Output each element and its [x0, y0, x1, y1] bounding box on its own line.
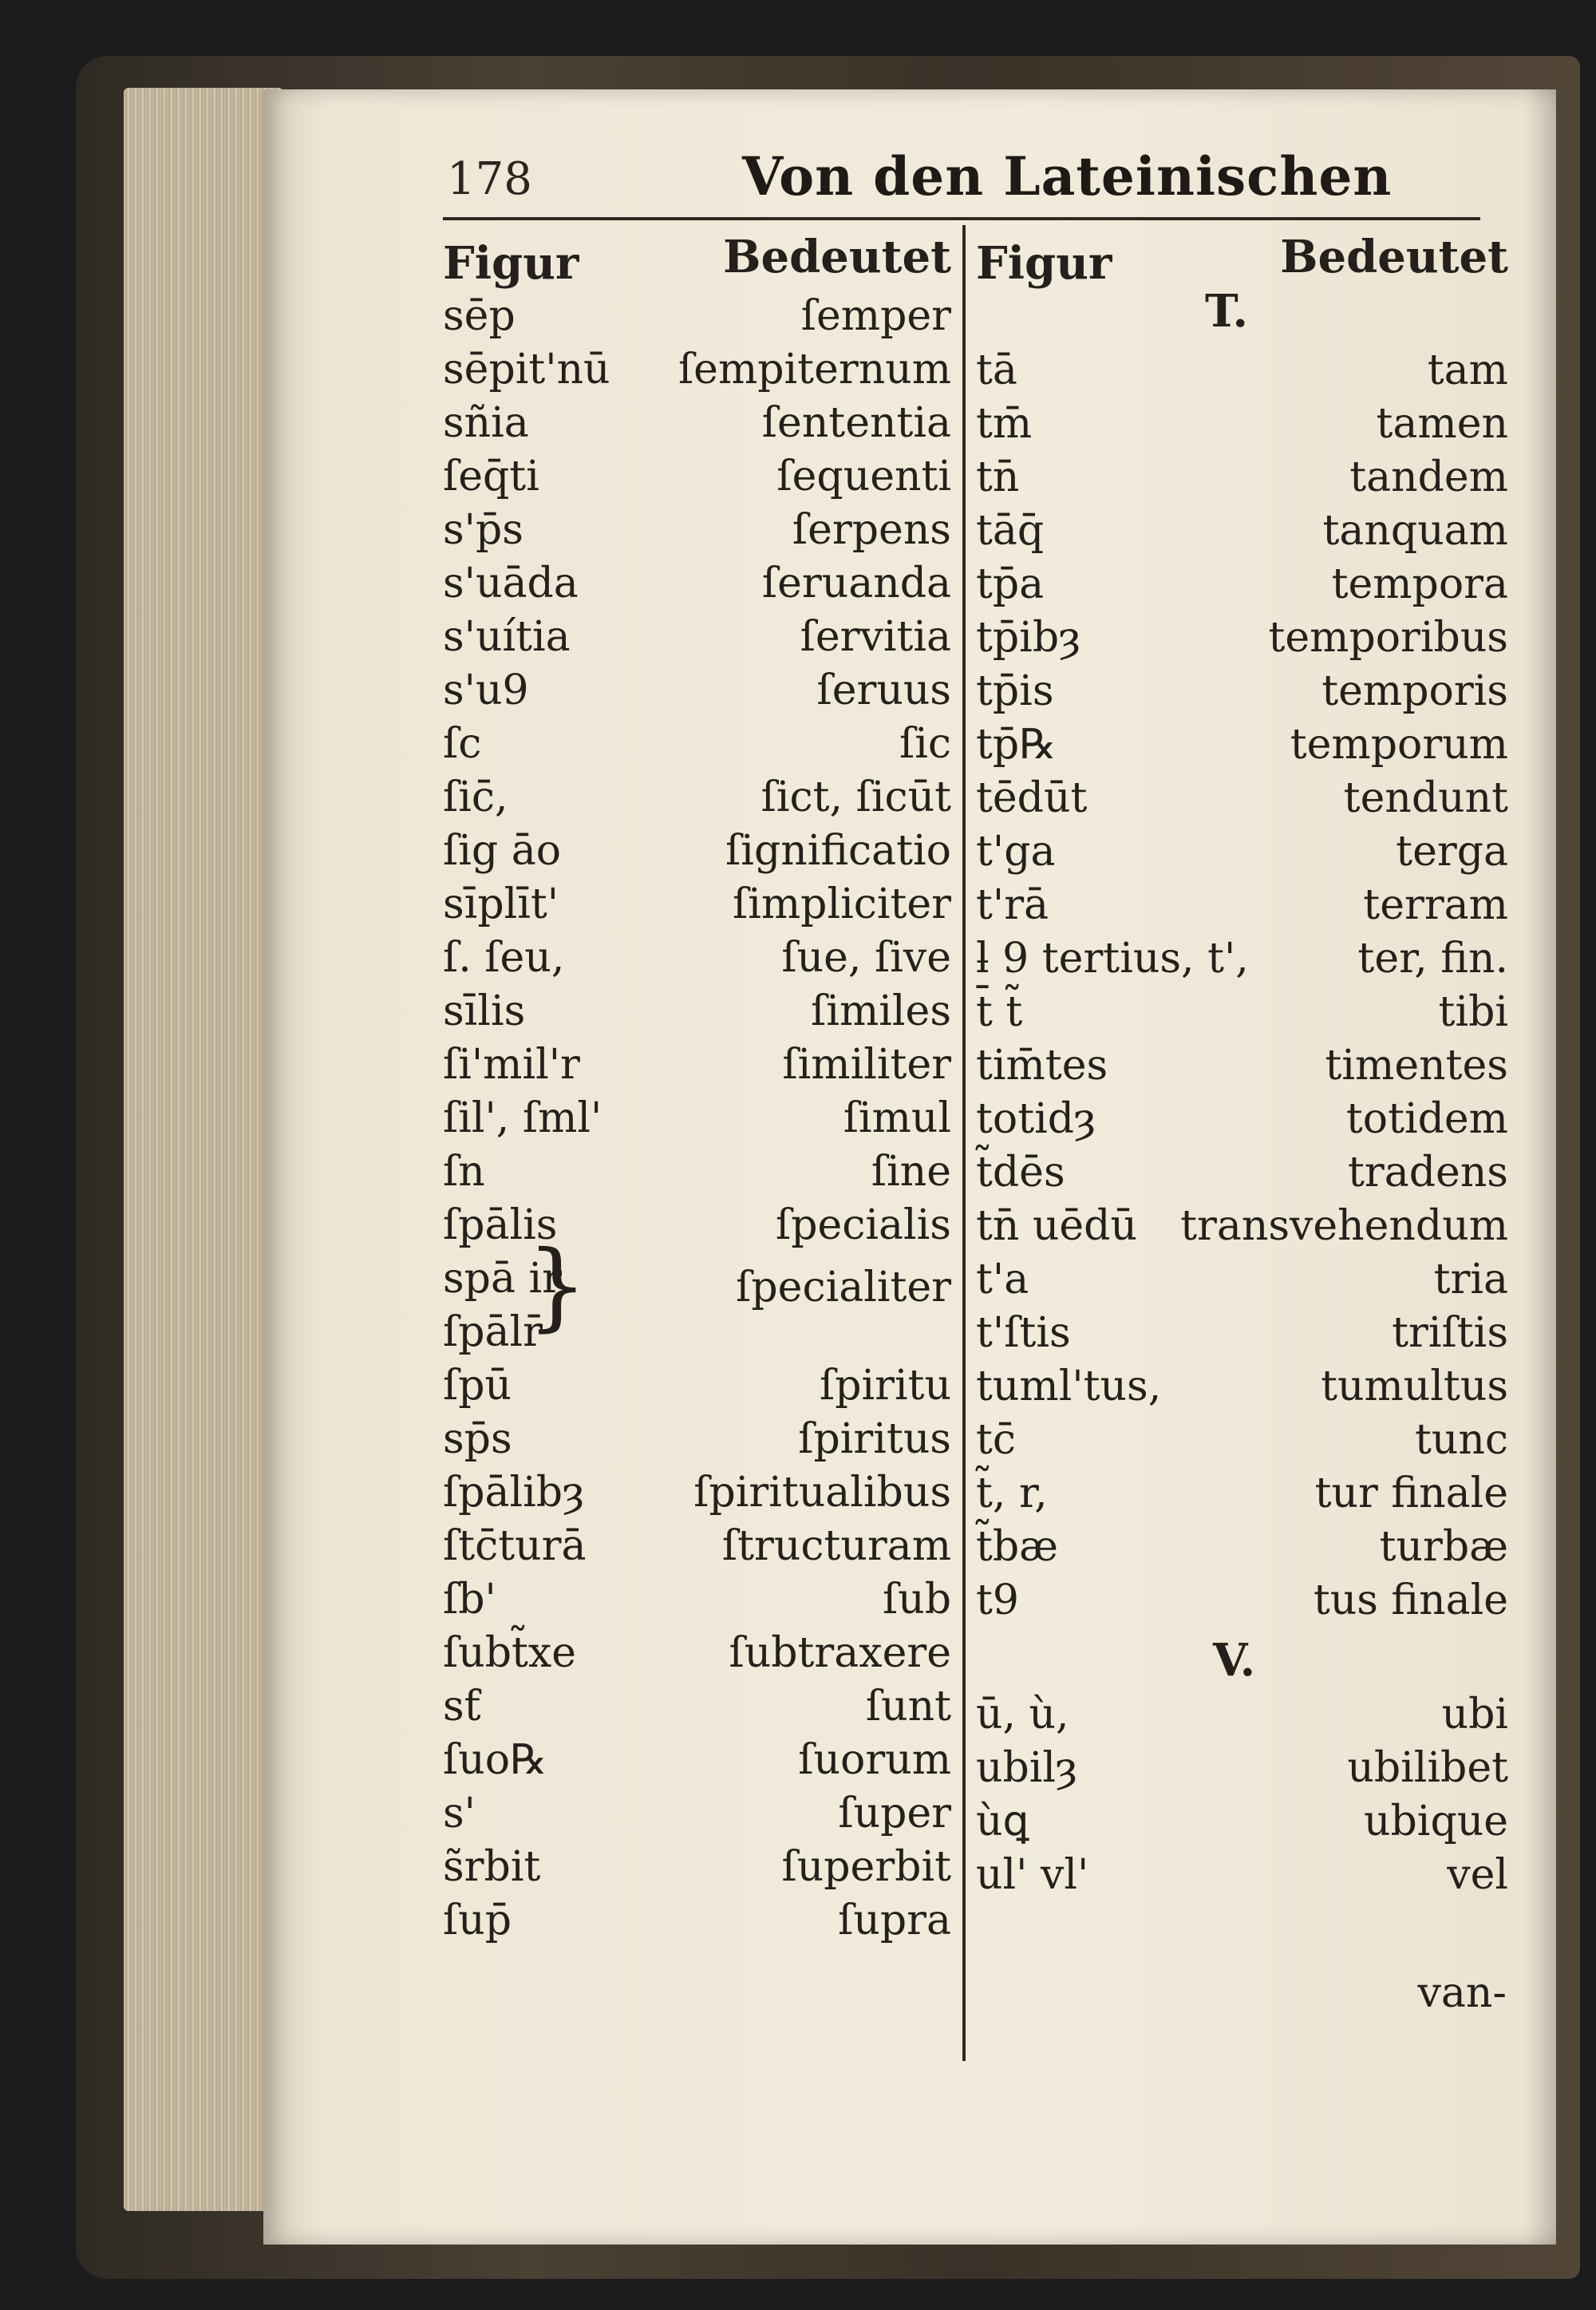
- left-meaning-entry: ſub: [882, 1576, 951, 1624]
- right-meaning-entry: transvehendum: [1180, 1202, 1508, 1250]
- left-meaning-entry: ſeruus: [816, 666, 951, 714]
- right-figure-entry: tc̄: [976, 1416, 1017, 1464]
- right-figure-header: Figur: [976, 237, 1112, 290]
- left-figure-entry: spā ir: [443, 1255, 562, 1303]
- right-figure-entry: t̃bæ: [976, 1523, 1059, 1571]
- left-meaning-entry: ſunt: [865, 1683, 951, 1731]
- right-figure-entry: t̄ t̃: [976, 988, 1023, 1036]
- left-figure-entry: ſuo℞: [443, 1736, 547, 1784]
- left-meaning-entry: ſequenti: [776, 453, 951, 500]
- gutter-shadow: [1524, 89, 1556, 2245]
- header-rule: [443, 217, 1480, 220]
- page-number: 178: [447, 153, 532, 205]
- left-meaning-entry: ſuorum: [798, 1736, 951, 1784]
- left-meaning-entry: ſubtraxere: [729, 1629, 951, 1677]
- right-meaning-entry: tradens: [1348, 1149, 1508, 1197]
- right-meaning-entry: triſtis: [1392, 1309, 1508, 1357]
- left-meaning-entry: ſervitia: [800, 613, 951, 661]
- left-figure-entry: ſeq̄ti: [443, 453, 539, 500]
- right-figure-entry: tuml'tus,: [976, 1363, 1162, 1410]
- left-meaning-entry: ſict, ſicūt: [760, 773, 951, 821]
- left-figure-entry: s'p̄s: [443, 506, 523, 554]
- left-figure-entry: ſn: [443, 1148, 485, 1196]
- right-meaning-entry: vel: [1447, 1851, 1508, 1899]
- left-meaning-entry: ſue, ſive: [781, 934, 951, 982]
- right-meaning-entry: tumultus: [1321, 1363, 1508, 1410]
- left-meaning-entry: ſimul: [843, 1094, 951, 1142]
- left-meaning-entry: ſeruanda: [761, 560, 951, 607]
- left-figure-entry: sīplīt': [443, 880, 559, 928]
- left-figure-entry: ſic̄,: [443, 773, 508, 821]
- right-figure-entry: ubilȝ: [976, 1744, 1078, 1792]
- right-figure-entry: t'ſtis: [976, 1309, 1071, 1357]
- left-figure-entry: ſc: [443, 720, 482, 768]
- right-meaning-entry: tandem: [1349, 453, 1508, 501]
- right-meaning-entry: totidem: [1345, 1095, 1508, 1143]
- right-meaning-entry: ubilibet: [1347, 1744, 1508, 1792]
- right-figure-entry: tn̄ uēdū: [976, 1202, 1137, 1250]
- right-figure-entry: t'ga: [976, 828, 1056, 876]
- left-meaning-entry: ſimiles: [811, 987, 951, 1035]
- right-meaning-entry: terga: [1396, 828, 1508, 876]
- left-meaning-header: Bedeutet: [723, 231, 951, 283]
- page-edges: [124, 88, 283, 2211]
- left-figure-entry: s̃rbit: [443, 1843, 541, 1891]
- right-meaning-entry: tempora: [1331, 560, 1508, 608]
- running-head: Von den Lateinischen: [742, 145, 1393, 208]
- left-figure-entry: sēpit'nū: [443, 346, 610, 394]
- right-meaning-entry: timentes: [1325, 1042, 1508, 1090]
- left-figure-entry: ſi'mil'r: [443, 1041, 580, 1089]
- left-figure-entry: sēp: [443, 292, 516, 340]
- right-meaning-entry: tanquam: [1322, 507, 1508, 555]
- left-figure-entry: ſig āo: [443, 827, 562, 875]
- right-figure-entry: tim̄tes: [976, 1042, 1108, 1090]
- right-meaning-entry: temporis: [1321, 667, 1508, 715]
- left-figure-entry: ſil', ſml': [443, 1094, 602, 1142]
- left-meaning-entry: ſerpens: [792, 506, 951, 554]
- book-page: [263, 89, 1556, 2245]
- left-meaning-entry: ſemper: [800, 292, 951, 340]
- left-figure-entry: s'uítia: [443, 613, 571, 661]
- right-meaning-entry: tibi: [1438, 988, 1508, 1036]
- left-figure-entry: ſ. ſeu,: [443, 934, 565, 982]
- left-figure-entry: s': [443, 1790, 476, 1837]
- brace-glyph: }: [527, 1231, 588, 1342]
- right-figure-entry: tm̄: [976, 400, 1033, 448]
- left-figure-entry: ſtc̄turā: [443, 1522, 587, 1570]
- right-meaning-entry: ter, fin.: [1357, 935, 1508, 983]
- left-meaning-entry: ſupra: [838, 1897, 951, 1944]
- left-meaning-entry: ſententia: [761, 399, 951, 447]
- left-meaning-entry: ſempiternum: [678, 346, 951, 394]
- section-letter-v: V.: [1213, 1634, 1256, 1687]
- left-figure-entry: s'u9: [443, 666, 529, 714]
- left-meaning-entry: ſpiritu: [819, 1362, 951, 1410]
- right-figure-entry: tp̄is: [976, 667, 1054, 715]
- left-figure-entry: ſpālis: [443, 1201, 558, 1249]
- left-meaning-entry: ſimiliter: [782, 1041, 951, 1089]
- right-meaning-entry: turbæ: [1379, 1523, 1508, 1571]
- right-meaning-entry: tus finale: [1313, 1576, 1508, 1624]
- right-figure-entry: ùꝗ: [976, 1798, 1029, 1845]
- right-figure-entry: ul' vl': [976, 1851, 1089, 1899]
- catchword: van-: [1417, 1969, 1507, 2017]
- left-figure-entry: ſup̄: [443, 1897, 512, 1944]
- right-meaning-entry: tam: [1427, 346, 1508, 394]
- column-divider: [962, 225, 966, 2061]
- left-figure-entry: ſubt̃xe: [443, 1629, 577, 1677]
- right-figure-entry: tp̄ibȝ: [976, 614, 1081, 662]
- right-figure-entry: t'a: [976, 1256, 1029, 1303]
- right-meaning-entry: tamen: [1376, 400, 1508, 448]
- left-meaning-entry: ſpecialis: [775, 1201, 951, 1249]
- right-figure-entry: tp̄℞: [976, 721, 1057, 769]
- right-figure-entry: tēdūt: [976, 774, 1088, 822]
- right-meaning-entry: tunc: [1415, 1416, 1508, 1464]
- right-figure-entry: t'rā: [976, 881, 1049, 929]
- left-figure-header: Figur: [443, 237, 579, 290]
- right-figure-entry: tn̄: [976, 453, 1020, 501]
- left-figure-entry: ſpālr̄: [443, 1308, 543, 1356]
- right-figure-entry: t9: [976, 1576, 1019, 1624]
- left-meaning-entry: ſpiritualibus: [693, 1469, 951, 1517]
- left-meaning-entry: ſic: [899, 720, 951, 768]
- left-meaning-entry: ſtructuram: [721, 1522, 951, 1570]
- left-meaning-entry: ſine: [871, 1148, 951, 1196]
- left-figure-entry: ſb': [443, 1576, 496, 1624]
- right-figure-entry: t̃dēs: [976, 1149, 1065, 1197]
- right-figure-entry: tā: [976, 346, 1017, 394]
- right-figure-entry: tāq̄: [976, 507, 1045, 555]
- left-figure-entry: sƭ: [443, 1683, 481, 1731]
- right-figure-entry: ƚ 9 tertius, t',: [976, 935, 1249, 983]
- right-meaning-entry: ubi: [1441, 1691, 1508, 1738]
- left-figure-entry: s'uāda: [443, 560, 579, 607]
- right-meaning-entry: temporum: [1290, 721, 1508, 769]
- left-figure-entry: sp̄s: [443, 1415, 512, 1463]
- left-meaning-entry: ſuperbit: [781, 1843, 951, 1891]
- right-meaning-entry: tur finale: [1314, 1469, 1508, 1517]
- left-meaning-entry: ſignificatio: [725, 827, 951, 875]
- right-meaning-entry: tria: [1433, 1256, 1508, 1303]
- right-meaning-entry: terram: [1363, 881, 1508, 929]
- right-meaning-header: Bedeutet: [1280, 231, 1508, 283]
- left-meaning-entry: ſpiritus: [798, 1415, 951, 1463]
- left-meaning-entry: ſimpliciter: [732, 880, 951, 928]
- left-figure-entry: ſpālibȝ: [443, 1469, 585, 1517]
- right-figure-entry: t̃, r,: [976, 1469, 1048, 1517]
- left-figure-entry: sīlis: [443, 987, 526, 1035]
- right-meaning-entry: temporibus: [1268, 614, 1508, 662]
- special-meaning: ſpecialiter: [736, 1264, 951, 1311]
- right-meaning-entry: ubique: [1364, 1798, 1508, 1845]
- left-figure-entry: sñia: [443, 399, 529, 447]
- section-letter-t: T.: [1205, 285, 1248, 338]
- left-meaning-entry: ſuper: [838, 1790, 951, 1837]
- right-figure-entry: ū, ù,: [976, 1691, 1069, 1738]
- right-meaning-entry: tendunt: [1343, 774, 1508, 822]
- right-figure-entry: tp̄a: [976, 560, 1045, 608]
- left-figure-entry: ſpū: [443, 1362, 512, 1410]
- right-figure-entry: totidȝ: [976, 1095, 1096, 1143]
